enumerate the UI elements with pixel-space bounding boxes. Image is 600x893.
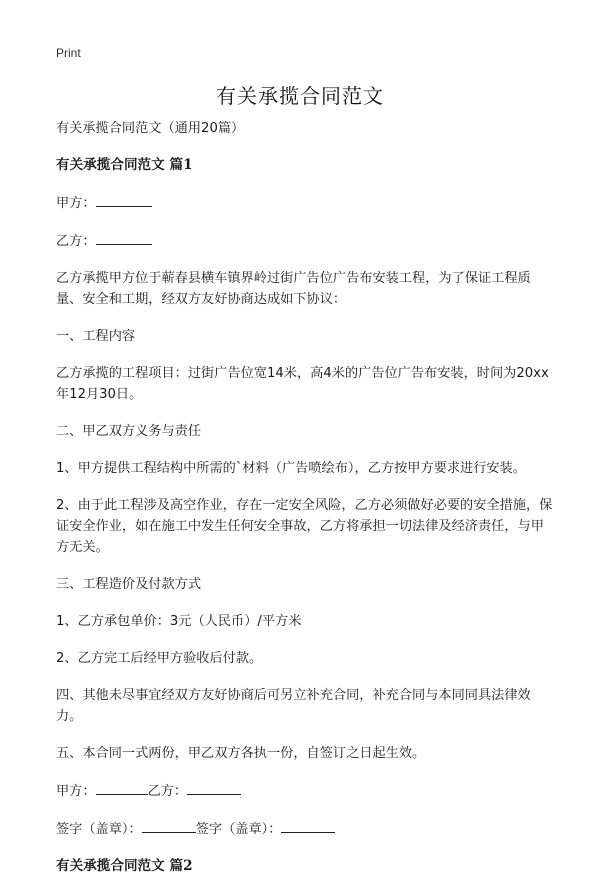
clause-2-item-2: 2、由于此工程涉及高空作业，存在一定安全风险，乙方必须做好必要的安全措施，保证安全作业，如在施工中发生任何安全事故，乙方将承担一切法律及经济责任，与甲方无关。 [56, 498, 553, 555]
sign-party-a-label: 甲方： [56, 784, 96, 799]
sign-party-b-label: 乙方： [147, 784, 188, 799]
section-heading-1: 有关承揽合同范文 篇1 [56, 157, 193, 173]
print-link[interactable]: Print [56, 46, 81, 60]
clause-3-title: 三、工程造价及付款方式 [56, 577, 202, 592]
party-b-line [56, 230, 556, 252]
party-a-line [56, 192, 556, 214]
clause-2-item-1: 1、甲方提供工程结构中所需的`材料（广告喷绘布），乙方按甲方要求进行安装。 [56, 461, 526, 476]
clause-3-item-1: 1、乙方承包单价：3元（人民币）/平方米 [56, 614, 302, 629]
seal-label-2: 签字（盖章）： [195, 822, 282, 837]
party-b-label: 乙方： [56, 234, 96, 249]
sign-party-a-blank [96, 780, 148, 795]
clause-3-item-2: 2、乙方完工后经甲方验收后付款。 [56, 651, 263, 666]
seal-line [56, 818, 556, 840]
party-a-blank [96, 192, 152, 207]
clause-1-text: 乙方承揽的工程项目：过街广告位宽14米，高4米的广告位广告布安装，时间为20xx年12月30日。 [56, 366, 549, 402]
intro-paragraph: 乙方承揽甲方位于蕲春县横车镇界岭过街广告位广告布安装工程，为了保证工程质量、安全和工期，经双方友好协商达成如下协议： [56, 271, 531, 307]
clause-1-title: 一、工程内容 [56, 329, 136, 344]
seal-blank-1 [142, 818, 196, 833]
seal-blank-2 [281, 818, 335, 833]
page-title: 有关承揽合同范文 [216, 84, 384, 108]
document-body [56, 118, 556, 893]
clause-2-title: 二、甲乙双方义务与责任 [56, 424, 202, 439]
seal-label-1: 签字（盖章）： [56, 822, 142, 837]
signature-parties-line [56, 780, 556, 802]
document-subtitle: 有关承揽合同范文（通用20篇） [56, 121, 245, 136]
clause-4: 四、其他未尽事宜经双方友好协商后可另立补充合同，补充合同与本同同具法律效力。 [56, 688, 531, 724]
sign-party-b-blank [187, 780, 241, 795]
party-a-label: 甲方： [56, 196, 96, 211]
party-b-blank [96, 230, 152, 245]
section-heading-2: 有关承揽合同范文 篇2 [56, 858, 193, 874]
clause-5: 五、本合同一式两份，甲乙双方各执一份，自签订之日起生效。 [56, 746, 426, 761]
